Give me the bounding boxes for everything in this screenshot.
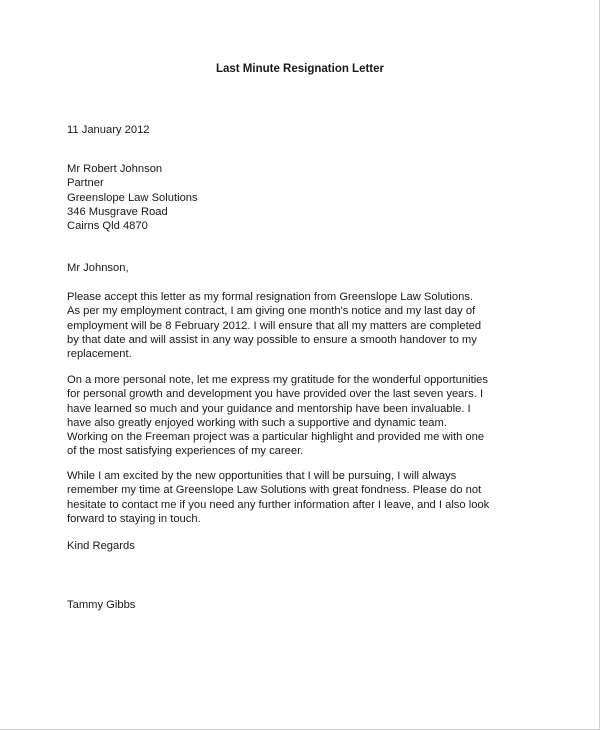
paragraph-line: Working on the Freeman project was a particular highlight and provided me with one [67, 431, 485, 444]
body-paragraph-2 [67, 373, 527, 459]
paragraph-line: employment will be 8 February 2012. I will ensure that all my matters are completed [67, 319, 482, 332]
paragraph-line: As per my employment contract, I am giving one month's notice and my last day of [67, 305, 476, 318]
recipient-company: Greenslope Law Solutions [67, 191, 198, 204]
body-paragraph-3 [67, 469, 527, 526]
paragraph-line: by that date and will assist in any way possible to ensure a smooth handover to my [67, 333, 477, 346]
paragraph-line: remember my time at Greenslope Law Solutions with great fondness. Please do not [67, 484, 482, 497]
paragraph-line: While I am excited by the new opportunities that I will be pursuing, I will always [67, 470, 457, 482]
recipient-city: Cairns Qld 4870 [67, 220, 148, 233]
paragraph-line: for personal growth and development you have provided over the last seven years. I [67, 388, 484, 401]
paragraph-line: replacement. [67, 348, 132, 361]
paragraph-line: of the most satisfying experiences of my career. [67, 445, 304, 458]
salutation: Mr Johnson, [67, 262, 129, 274]
letter-date: 11 January 2012 [67, 124, 150, 136]
paragraph-line: have learned so much and your guidance and mentorship have been invaluable. I [67, 402, 471, 415]
paragraph-line: hesitate to contact me if you need any further information after I leave, and I also look [67, 498, 490, 511]
recipient-address [67, 162, 527, 233]
closing: Kind Regards [67, 540, 135, 552]
paragraph-line: forward to staying in touch. [67, 512, 201, 525]
paragraph-line: Please accept this letter as my formal resignation from Greenslope Law Solutions. [67, 291, 474, 303]
recipient-street: 346 Musgrave Road [67, 205, 168, 218]
recipient-name: Mr Robert Johnson [67, 163, 163, 175]
paragraph-line: have also greatly enjoyed working with such a supportive and dynamic team. [67, 416, 447, 429]
paragraph-line: On a more personal note, let me express my gratitude for the wonderful opportunities [67, 374, 488, 386]
body-paragraph-1 [67, 290, 527, 361]
letter-title: Last Minute Resignation Letter [215, 63, 385, 75]
signature-name: Tammy Gibbs [67, 599, 136, 611]
recipient-role: Partner [67, 177, 104, 190]
